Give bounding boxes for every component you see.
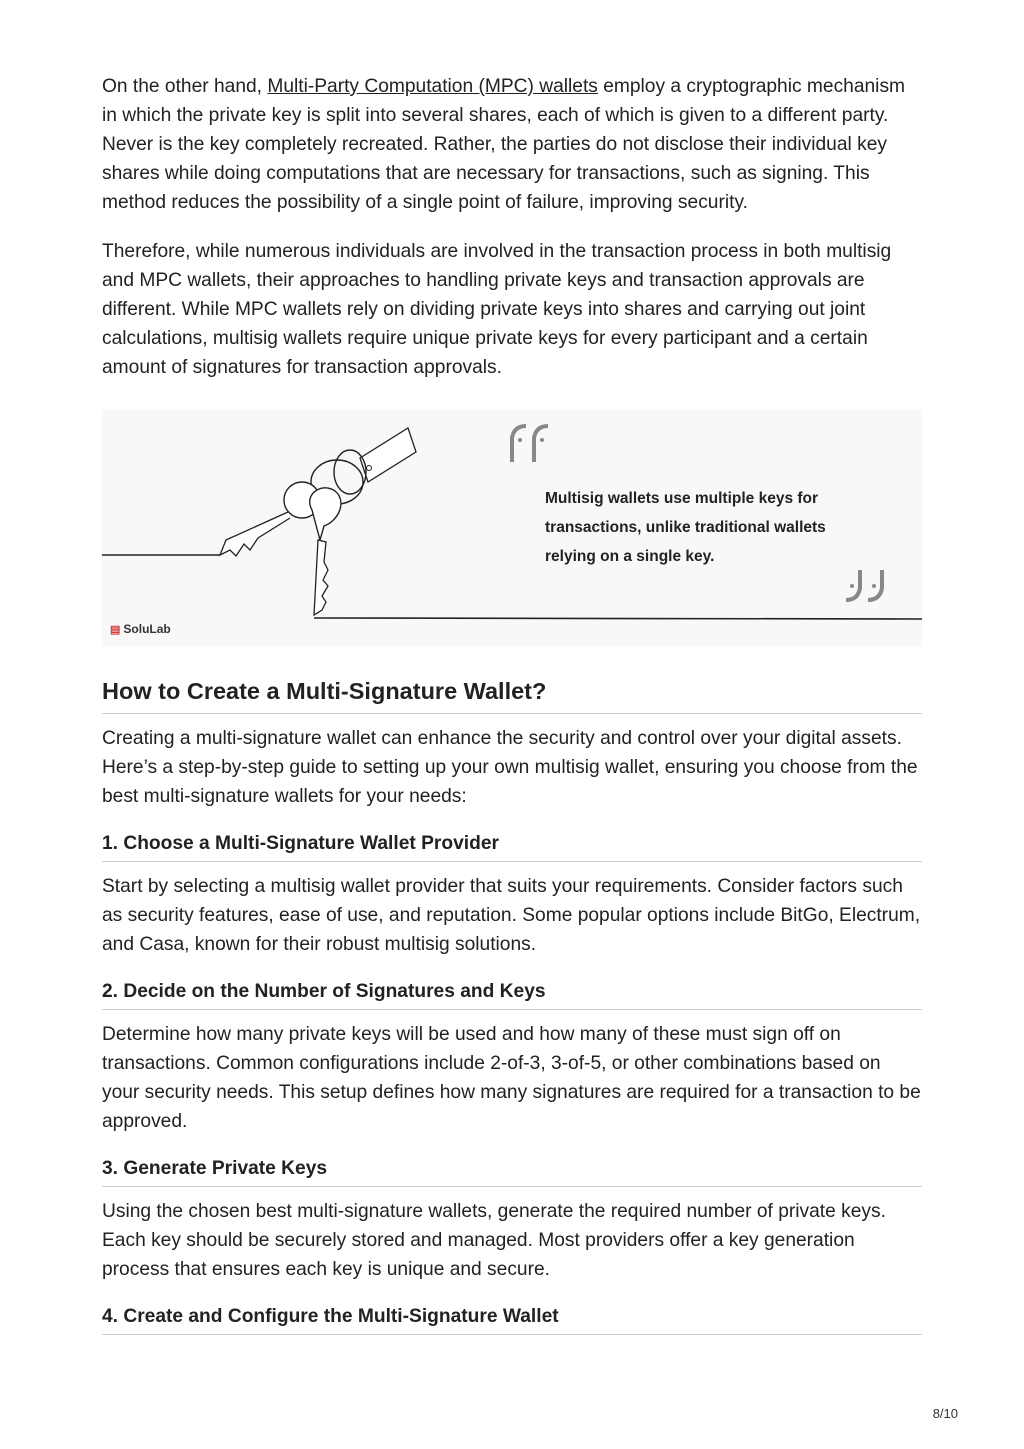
section-intro: Creating a multi-signature wallet can enhance the security and control over your digital assets. Here’s a step-by-step guide to setting up your own multisig wallet, ensuring you choose from the best multi-signature wallets for your needs: xyxy=(102,728,918,807)
paragraph-mpc xyxy=(102,72,922,217)
article-content xyxy=(102,72,922,1335)
section-heading: How to Create a Multi-Signature Wallet? xyxy=(102,678,922,714)
solulab-logo xyxy=(110,622,171,636)
paragraph-comparison: Therefore, while numerous individuals are involved in the transaction process in both multisig and MPC wallets, their approaches to handling private keys and transaction approvals are different. While MPC wallets rely on dividing private keys into shares and carrying out joint calculations, multisig wallets require unique private keys for every participant and a certain amount of signatures for transaction approvals. xyxy=(102,241,892,378)
step-3-title: 3. Generate Private Keys xyxy=(102,1158,922,1187)
step-3-text: Using the chosen best multi-signature wallets, generate the required number of private keys. Each key should be securely stored and managed. Most providers offer a key generation process that ensures each key is unique and secure. xyxy=(102,1201,886,1280)
pull-quote-text: Multisig wallets use multiple keys for transactions, unlike traditional wallets relying on a single key. xyxy=(545,490,826,565)
step-2-text: Determine how many private keys will be used and how many of these must sign off on transactions. Common configurations include 2-of-3, 3-of-5, or other combinations based on your security needs. This setup defines how many signatures are required for a transaction to be approved. xyxy=(102,1024,921,1132)
open-quote-icon xyxy=(512,426,548,462)
close-quote-icon xyxy=(846,570,882,600)
paragraph-mpc-rest: employ a cryptographic mechanism in which the private key is split into several shares, each of which is given to a different party. Never is the key completely recreated. Rather, the parties do not disclose their individual key shares while doing computations that are necessary for transactions, such as signing. This method reduces the possibility of a single point of failure, improving security. xyxy=(102,76,906,213)
step-4-title: 4. Create and Configure the Multi-Signature Wallet xyxy=(102,1306,922,1335)
step-2-title: 2. Decide on the Number of Signatures and Keys xyxy=(102,981,922,1010)
paragraph-mpc-prefix: On the other hand, xyxy=(102,76,268,97)
mpc-wallets-link[interactable]: Multi-Party Computation (MPC) wallets xyxy=(267,76,598,97)
solulab-logo-icon: ▤ xyxy=(110,623,121,636)
quote-figure xyxy=(102,410,922,646)
page-number: 8/10 xyxy=(932,1406,958,1421)
step-1-text: Start by selecting a multisig wallet provider that suits your requirements. Consider factors such as security features, ease of use, and reputation. Some popular options include BitGo, Electrum, and Casa, known for their robust multisig solutions. xyxy=(102,876,921,955)
step-1-title: 1. Choose a Multi-Signature Wallet Provider xyxy=(102,833,922,862)
solulab-logo-text: SoluLab xyxy=(123,622,171,636)
